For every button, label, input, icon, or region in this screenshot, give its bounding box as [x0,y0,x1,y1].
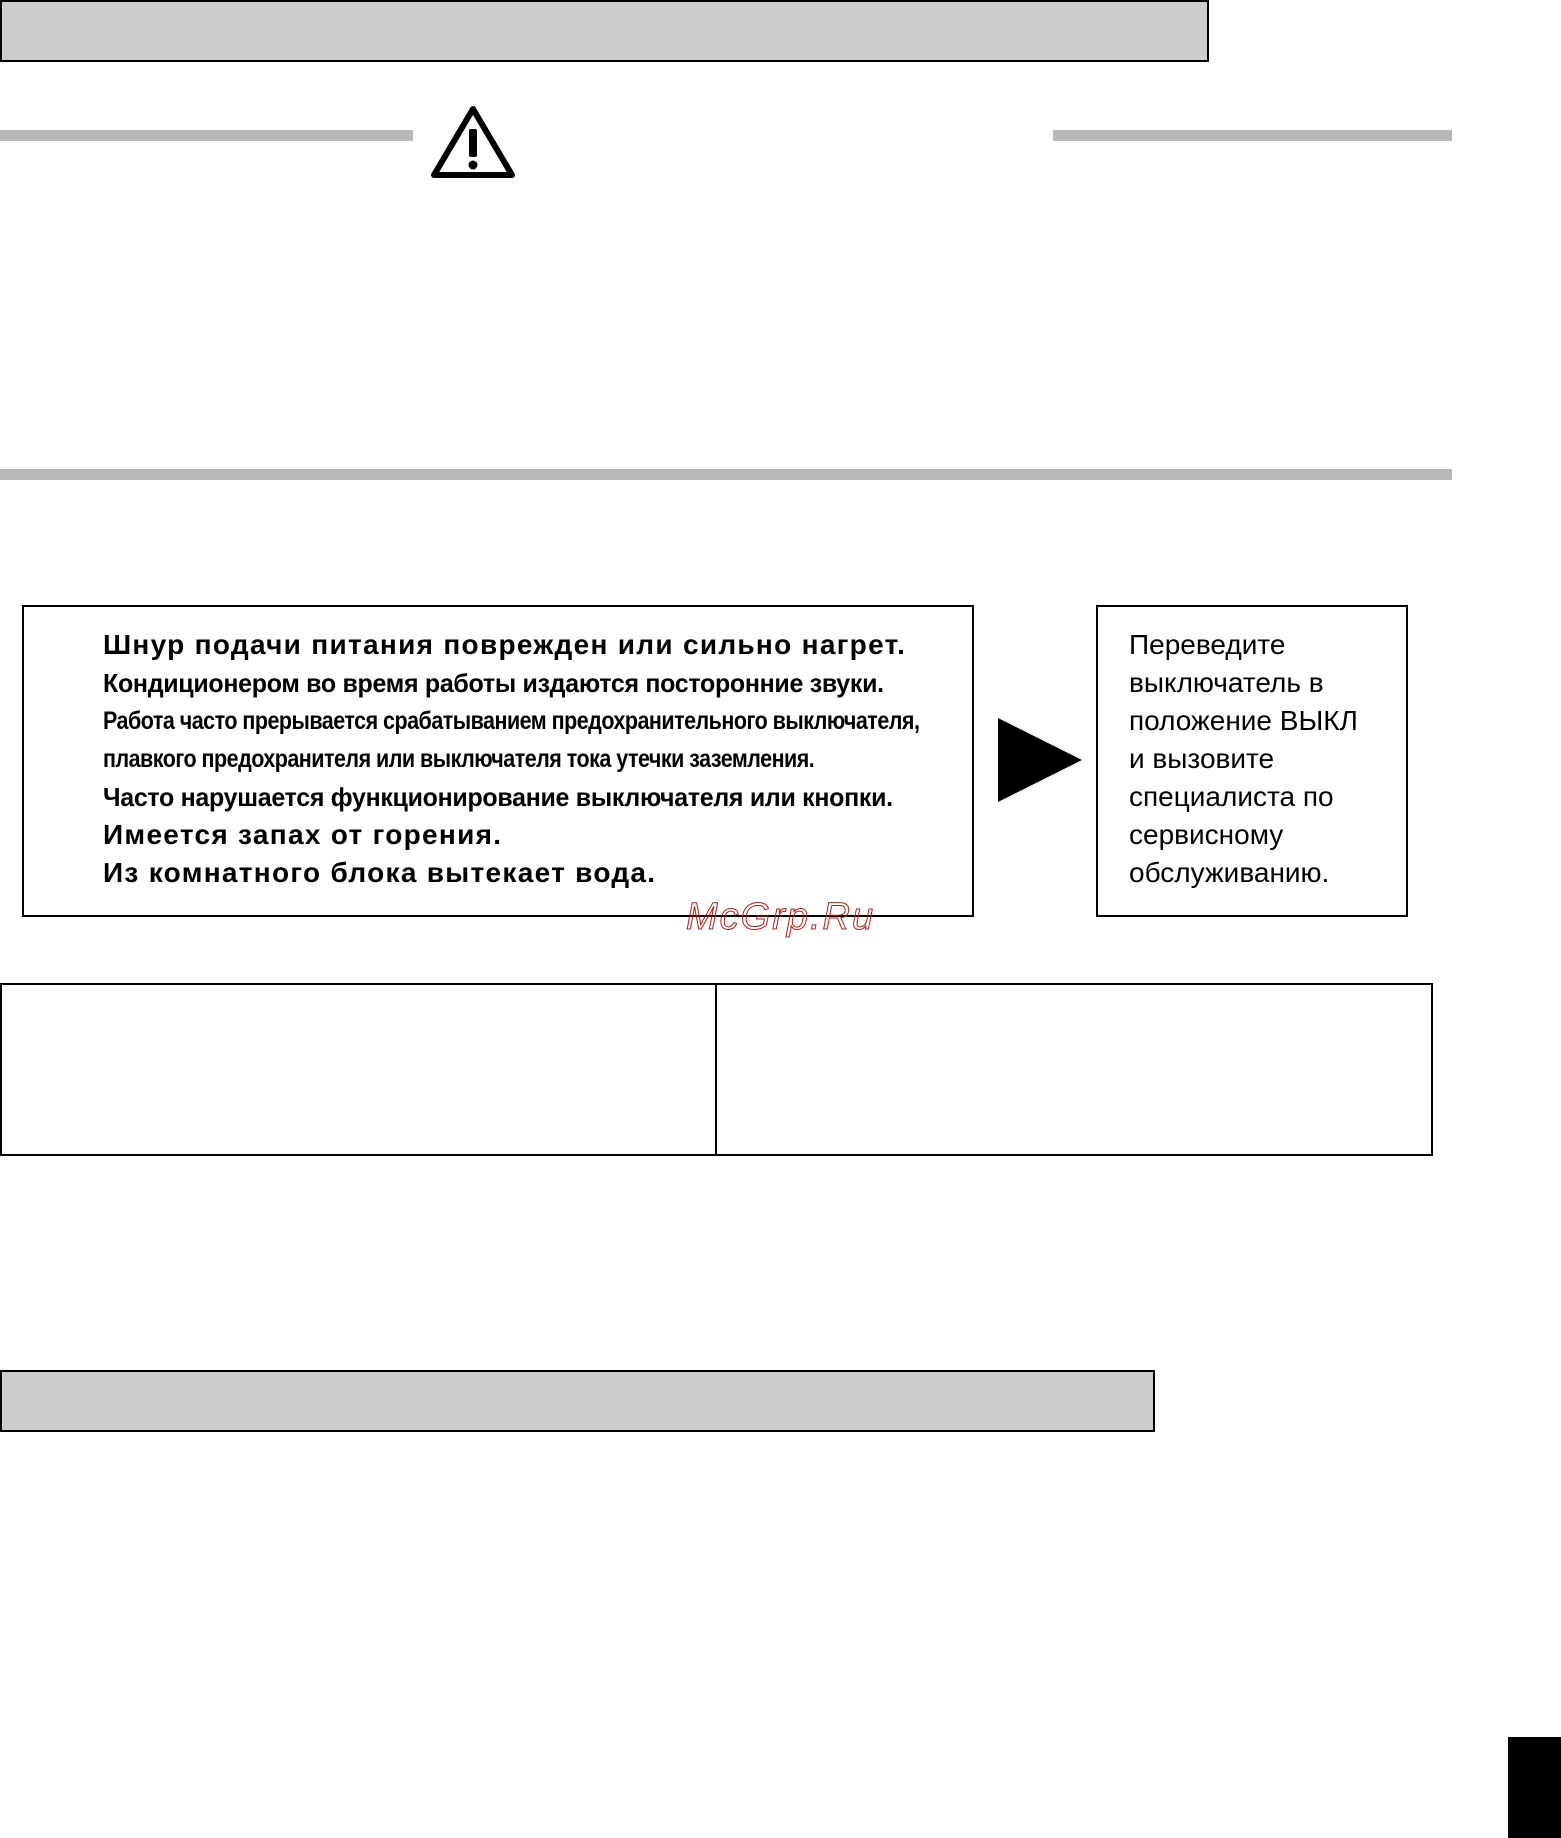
arrow-right-icon [998,718,1082,802]
symptom-line: Кондиционером во время работы издаются посторонние звуки. [103,668,884,698]
symptom-line: плавкого предохранителя или выключателя тока утечки заземления. [103,745,815,773]
symptom-line: Имеется запах от горения. [103,819,503,850]
bottom-header-bar [0,1370,1155,1432]
symptom-line: Часто нарушается функционирование выключателя или кнопки. [103,782,893,812]
symptoms-list [103,626,963,892]
action-line: сервисному [1129,819,1284,850]
action-line: выключатель в [1129,667,1324,698]
action-text [1129,626,1389,892]
warning-rule-right [1053,130,1452,141]
top-header-bar [0,0,1209,62]
action-line: Переведите [1129,629,1286,660]
section-divider [0,469,1452,480]
action-line: и вызовите [1129,743,1275,774]
symptom-line: Работа часто прерывается срабатыванием предохранительного выключателя, [103,707,920,735]
action-line: положение ВЫКЛ [1129,705,1358,736]
action-line: обслуживанию. [1129,857,1330,888]
warning-rule-left [0,130,413,141]
symptom-line: Из комнатного блока вытекает вода. [103,857,657,888]
action-line: специалиста по [1129,781,1334,812]
table-column-divider [715,983,717,1156]
warning-triangle-icon [430,105,516,179]
page-edge-tab [1508,1737,1561,1838]
watermark: McGrp.Ru [686,896,876,938]
symptom-line: Шнур подачи питания поврежден или сильно нагрет. [103,629,907,660]
